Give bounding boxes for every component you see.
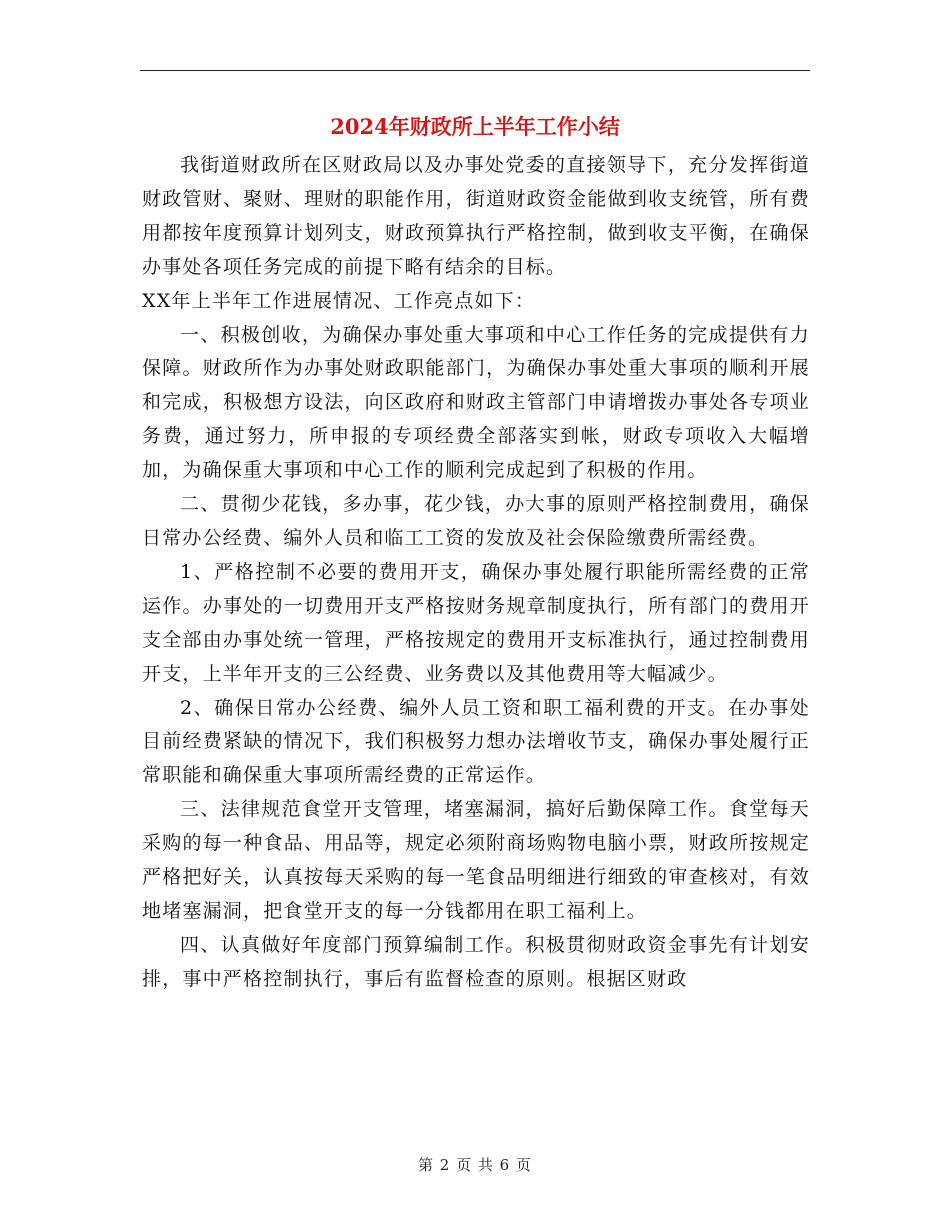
paragraph-section-3: 三、法律规范食堂开支管理，堵塞漏洞，搞好后勤保障工作。食堂每天采购的每一种食品、用品等，规定必须附商场购物电脑小票，财政所按规定严格把好关，认真按每天采购的每一笔食品明细进行细致的审查核对，有效地堵塞漏洞，把食堂开支的每一分钱都用在职工福利上。	[142, 798, 810, 922]
document-body	[142, 149, 810, 997]
paragraph-item-1: 1、严格控制不必要的费用开支，确保办事处履行职能所需经费的正常运作。办事处的一切费用开支严格按财务规章制度执行，所有部门的费用开支全部由办事处统一管理，严格按规定的费用开支标准执行，通过控制费用开支，上半年开支的三公经费、业务费以及其他费用等大幅减少。	[142, 560, 810, 685]
paragraph-progress-heading: XX年上半年工作进展情况、工作亮点如下：	[142, 289, 536, 312]
paragraph-section-1: 一、积极创收，为确保办事处重大事项和中心工作任务的完成提供有力保障。财政所作为办事处财政职能部门，为确保办事处重大事项的顺利开展和完成，积极想方设法，向区政府和财政主管部门申请增拨办事处各专项业务费，通过努力，所申报的专项经费全部落实到帐，财政专项收入大幅增加，为确保重大事项和中心工作的顺利完成起到了积极的作用。	[142, 323, 810, 482]
paragraph-section-2: 二、贯彻少花钱，多办事，花少钱，办大事的原则严格控制费用，确保日常办公经费、编外人员和临工工资的发放及社会保险缴费所需经费。	[142, 493, 810, 549]
header-rule	[140, 70, 810, 71]
page-footer: 第 2 页 共 6 页	[418, 1156, 532, 1174]
paragraph-intro: 我街道财政所在区财政局以及办事处党委的直接领导下，充分发挥街道财政管财、聚财、理财的职能作用，街道财政资金能做到收支统管，所有费用都按年度预算计划列支，财政预算执行严格控制，做到收支平衡，在确保办事处各项任务完成的前提下略有结余的目标。	[142, 154, 810, 278]
paragraph-item-2: 2、确保日常办公经费、编外人员工资和职工福利费的开支。在办事处目前经费紧缺的情况下，我们积极努力想办法增收节支，确保办事处履行正常职能和确保重大事项所需经费的正常运作。	[142, 696, 810, 787]
document-title: 2024年财政所上半年工作小结	[330, 114, 620, 139]
paragraph-section-4: 四、认真做好年度部门预算编制工作。积极贯彻财政资金事先有计划安排，事中严格控制执行，事后有监督检查的原则。根据区财政	[142, 933, 810, 990]
